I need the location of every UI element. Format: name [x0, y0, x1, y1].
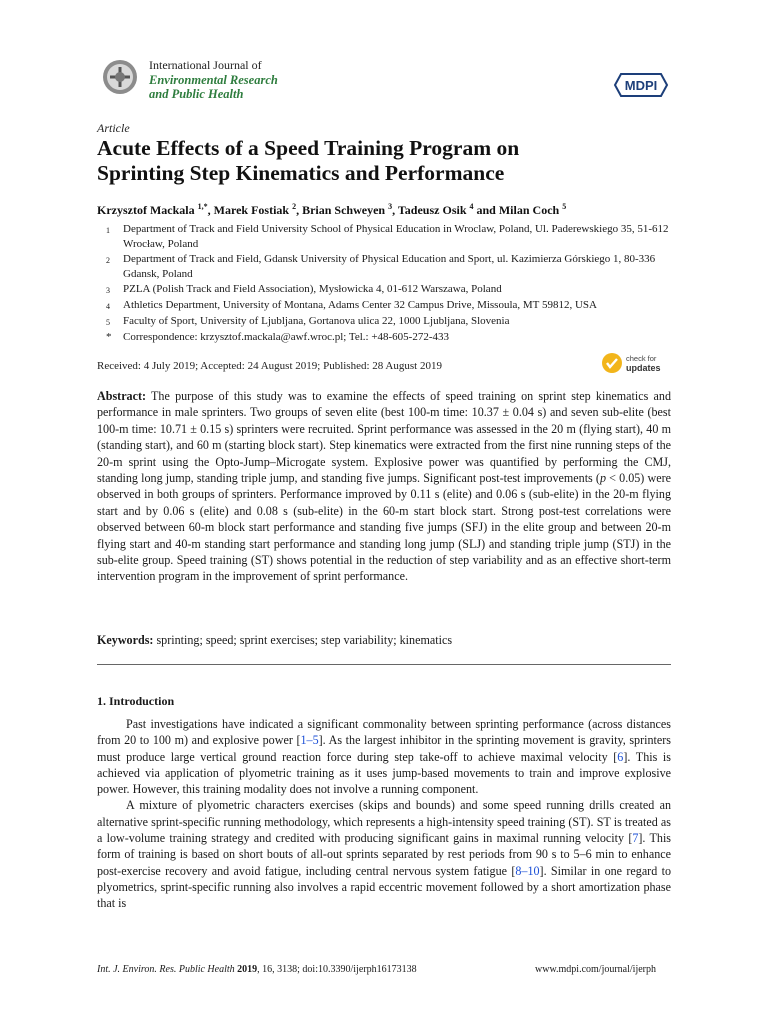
article-type: Article: [97, 121, 130, 135]
publication-dates: Received: 4 July 2019; Accepted: 24 August 2019; Published: 28 August 2019: [97, 360, 442, 372]
mdpi-logo: [613, 72, 669, 98]
author-sep: ,: [392, 203, 398, 217]
abstract-text: The purpose of this study was to examine the effects of speed training on sprint step kinematics and performance in male sprinters. Two groups of seven elite (best 100-m time: 10.37 ± 0.04 s) and seven sub-elite (best 100-m time: 10.71 ± 0.15 s) sprinters were recruited. Sprint performance was assessed in the 20 m (flying start), 40 m (standing start), and 60 m (starting block start). Step kinematics were extracted from the first nine running steps of the 20-m sprint using the Opto-Jump–Microgate system. Explosive power was quantified by performing the CMJ, standing long jump, standing triple jump, and standing five jumps. Significant post-test improvements (: [97, 389, 671, 486]
abstract-text-cont: < 0.05) were observed in both groups of sprinters. Performance improved by 0.11 s (elite) and 0.06 s (sub-elite) in the 20-m flying start and by 0.06 s (elite) and 0.08 s (sub-elite) in the 60-m start block start. Strong post-test correlations were observed between 60-m block start performance and standing five jumps (SFJ) in the elite group and between 20-m flying start and 40-m standing start performance and standing long jump (SLJ) and standing triple jump (STJ) in the sub-elite group. Speed training (ST) shows potential in the reduction of step variability and as an effective short-term intervention program in the improvement of sprint performance.: [97, 471, 671, 584]
author: [97, 203, 214, 217]
affiliation-list: [106, 222, 681, 345]
affiliation: [106, 222, 681, 252]
citation-link[interactable]: 6: [617, 749, 624, 764]
mdpi-logo-text: MDPI: [624, 78, 658, 93]
keywords: [97, 632, 671, 648]
citation-link[interactable]: 1–5: [300, 733, 319, 748]
paragraph: [97, 716, 671, 797]
affiliation: [106, 252, 681, 282]
check-for-updates-badge[interactable]: [601, 351, 671, 375]
affiliation-text: Department of Track and Field, Gdansk University of Physical Education and Sport, ul. Kazimierza Górskiego 1, 80-336 Gdansk, Poland: [123, 253, 656, 280]
author-affil-ref: 2: [292, 202, 297, 211]
author-affil-ref: 5: [562, 202, 567, 211]
author-name: Tadeusz Osik: [397, 203, 467, 217]
author-sep: ,: [207, 203, 214, 217]
text-run: A mixture of plyometric characters exercises (skips and bounds) and some speed running drills created an alternative sprint-specific running methodology, which represents a high-intensity speed training (ST). ST is treated as a low-volume training strategy and credited with producing significant gains in maximal running velocity [: [97, 798, 671, 846]
abstract-label: Abstract:: [97, 389, 147, 403]
text-run: ]. Similar in one regard to plyometrics, sprint-specific running also involves a rapid eccentric movement followed by a short amortization phase that is: [97, 863, 671, 911]
text-run: ]. This form of training is based on short bouts of all-out sprints separated by rest periods from 90 s to 5–6 min to enhance post-exercise recovery and avoid fatigue, including central nervous system fatigue [: [97, 831, 672, 878]
correspondence-text: Correspondence: krzysztof.mackala@awf.wroc.pl; Tel.: +48-605-272-433: [123, 331, 450, 343]
affiliation-number: 2: [106, 256, 110, 265]
author-name: Krzysztof Mackala: [97, 203, 195, 217]
author-list: [97, 202, 566, 218]
affiliation-text: Athletics Department, University of Montana, Adams Center 32 Campus Drive, Missoula, MT 59812, USA: [123, 299, 597, 311]
keywords-text: sprinting; speed; sprint exercises; step variability; kinematics: [153, 633, 453, 647]
footer-citation: [97, 964, 417, 975]
text-run: ]. As the largest inhibitor in the sprinting movement is gravity, sprinters must produce large vertical ground reaction force during step take-off to achieve maximal velocity [: [97, 733, 671, 764]
affiliation-number: 5: [106, 318, 110, 327]
author: [302, 203, 398, 217]
author: [214, 203, 302, 217]
citation-link[interactable]: 7: [632, 831, 639, 846]
author-affil-ref: 3: [388, 202, 393, 211]
journal-name-line1: International Journal of: [149, 58, 262, 72]
affiliation: [106, 282, 681, 298]
citation-link[interactable]: 8–10: [515, 863, 540, 878]
text-run: Past investigations have indicated a significant commonality between sprinting performance (across distances from 20 to 100 m) and explosive power [: [97, 717, 671, 748]
abstract-p-symbol: p: [599, 471, 606, 486]
footer-volume-doi: , 16, 3138; doi:10.3390/ijerph16173138: [257, 964, 417, 975]
correspondence: [106, 330, 681, 345]
author: [499, 203, 566, 217]
author-name: Milan Coch: [498, 203, 560, 217]
affiliation-text: Department of Track and Field University School of Physical Education in Wroclaw, Poland, Ul. Paderewskiego 35, 51-612 Wrocław, Poland: [123, 223, 669, 250]
footer-journal-url[interactable]: www.mdpi.com/journal/ijerph: [535, 964, 656, 975]
section-heading-introduction: 1. Introduction: [97, 694, 175, 708]
affiliation-text: PZLA (Polish Track and Field Association), Mysłowicka 4, 01-612 Warszawa, Poland: [123, 283, 502, 295]
paragraph: [97, 797, 671, 911]
author-name: Brian Schweyen: [302, 203, 386, 217]
introduction-body: [97, 716, 671, 912]
journal-name: [149, 73, 278, 101]
text-run: ]. This is achieved via application of plyometric training as it uses jump-based movements to train and improve explosive power. However, this training modality does not involve a running component.: [97, 749, 672, 797]
section-divider: [97, 664, 671, 665]
check-updates-line1: check for: [626, 354, 657, 363]
title-line1: Acute Effects of a Speed Training Program on: [97, 136, 520, 160]
journal-logo: [97, 58, 143, 96]
footer-journal: Int. J. Environ. Res. Public Health: [97, 964, 235, 975]
author-name: Marek Fostiak: [213, 203, 290, 217]
affiliation-text: Faculty of Sport, University of Ljubljana, Gortanova ulica 22, 1000 Ljubljana, Slovenia: [123, 315, 510, 327]
affiliation: [106, 314, 681, 330]
abstract: [97, 388, 671, 585]
journal-name-line2: Environmental Research: [149, 73, 278, 87]
author-affil-ref: 4: [469, 202, 474, 211]
footer-year: 2019: [234, 964, 258, 975]
affiliation-number: 1: [106, 226, 110, 235]
affiliation: [106, 298, 681, 314]
affiliation-number: 4: [106, 302, 110, 311]
check-updates-line2: updates: [626, 363, 661, 373]
author: [398, 203, 499, 217]
author-affil-ref: 1,*: [197, 202, 208, 211]
author-sep: and: [473, 203, 499, 217]
article-title: [97, 136, 697, 186]
author-sep: ,: [296, 203, 303, 217]
title-line2: Sprinting Step Kinematics and Performance: [97, 161, 505, 185]
journal-name-line3: and Public Health: [149, 87, 244, 101]
correspondence-marker: *: [106, 331, 112, 343]
affiliation-number: 3: [106, 286, 110, 295]
keywords-label: Keywords:: [97, 633, 154, 647]
